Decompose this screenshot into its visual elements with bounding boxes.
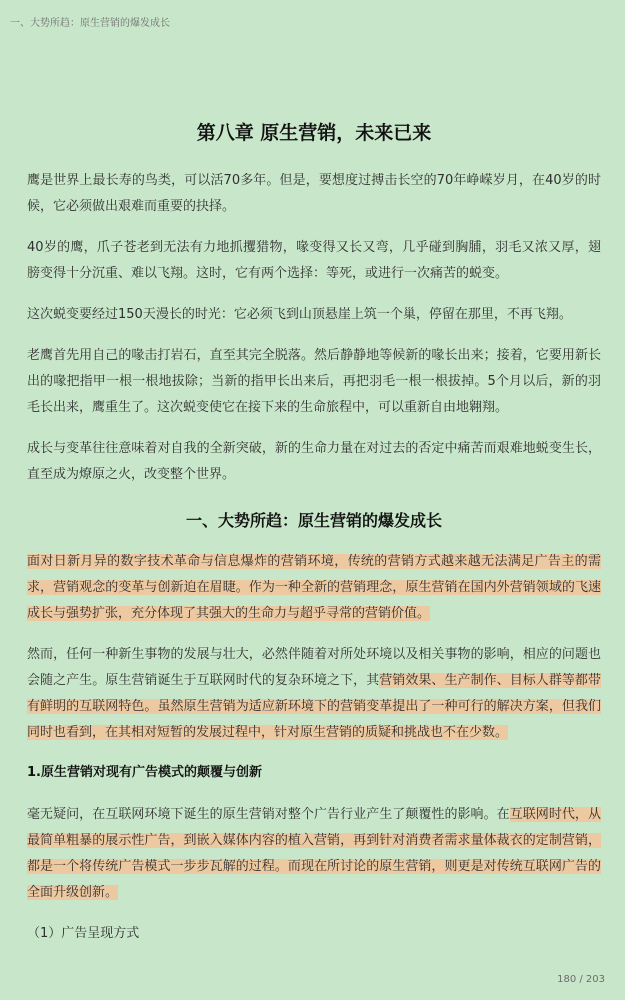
paragraph bbox=[27, 802, 601, 906]
page-indicator: 180 / 203 bbox=[557, 974, 605, 985]
paragraph: 40岁的鹰，爪子苍老到无法有力地抓攫猎物，喙变得又长又弯，几乎碰到胸脯，羽毛又浓又厚，翅膀变得十分沉重、难以飞翔。这时，它有两个选择：等死，或进行一次痛苦的蜕变。 bbox=[27, 240, 601, 281]
highlight-text[interactable]: 互联网时代，从最简单粗暴的展示性广告，到嵌入媒体内容的植入营销，再到针对消费者需求量体裁衣的定制营销，都是一个将传统广告模式一步步瓦解的过程。而现在所讨论的原生营销，则更是对传统互联网广告的全面升级创新。 bbox=[27, 807, 601, 900]
subheading: （1）广告呈现方式 bbox=[27, 926, 140, 941]
subsection-title: 1.原生营销对现有广告模式的颠覆与创新 bbox=[27, 765, 262, 780]
highlighted-paragraph bbox=[27, 549, 601, 627]
paragraph: 老鹰首先用自己的喙击打岩石，直至其完全脱落。然后静静地等候新的喙长出来；接着，它要用新长出的喙把指甲一根一根地拔除；当新的指甲长出来后，再把羽毛一根一根拔掉。5个月以后，新的羽毛长出来，鹰重生了。这次蜕变使它在接下来的生命旅程中，可以重新自由地翱翔。 bbox=[27, 348, 601, 415]
paragraph: 这次蜕变要经过150天漫长的时光：它必须飞到山顶悬崖上筑一个巢，停留在那里，不再飞翔。 bbox=[27, 307, 572, 322]
highlight-text[interactable]: 面对日新月异的数字技术革命与信息爆炸的营销环境，传统的营销方式越来越无法满足广告主的需求，营销观念的变革与创新迫在眉睫。作为一种全新的营销理念，原生营销在国内外营销领域的飞速成长与强势扩张，充分体现了其强大的生命力与超乎寻常的营销价值。 bbox=[27, 554, 601, 621]
plain-text: 然而，任何一种新生事物的发展与壮大，必然伴随着对所处环境以及相关事物的影响，相应的问题也会随之产生。原生营销诞生于互联网时代的复杂环境之下，其 bbox=[27, 647, 601, 688]
breadcrumb: 一、大势所趋：原生营销的爆发成长 bbox=[10, 18, 170, 29]
paragraph: 鹰是世界上最长寿的鸟类，可以活70多年。但是，要想度过搏击长空的70年峥嵘岁月，在40岁的时候，它必须做出艰难而重要的抉择。 bbox=[27, 173, 601, 214]
plain-text: 毫无疑问，在互联网环境下诞生的原生营销对整个广告行业产生了颠覆性的影响。在 bbox=[27, 807, 510, 822]
section-title: 一、大势所趋：原生营销的爆发成长 bbox=[185, 511, 442, 530]
paragraph bbox=[27, 642, 601, 746]
page-content bbox=[27, 118, 601, 962]
chapter-title: 第八章 原生营销，未来已来 bbox=[196, 122, 432, 144]
highlight-text[interactable]: 营销效果、生产制作、目标人群等都带有鲜明的互联网特色。虽然原生营销为适应新环境下的营销变革提出了一种可行的解决方案，但我们同时也看到，在其相对短暂的发展过程中，针对原生营销的质疑和挑战也不在少数。 bbox=[27, 673, 601, 740]
paragraph: 成长与变革往往意味着对自我的全新突破，新的生命力量在对过去的否定中痛苦而艰难地蜕变生长，直至成为燎原之火，改变整个世界。 bbox=[27, 441, 601, 482]
